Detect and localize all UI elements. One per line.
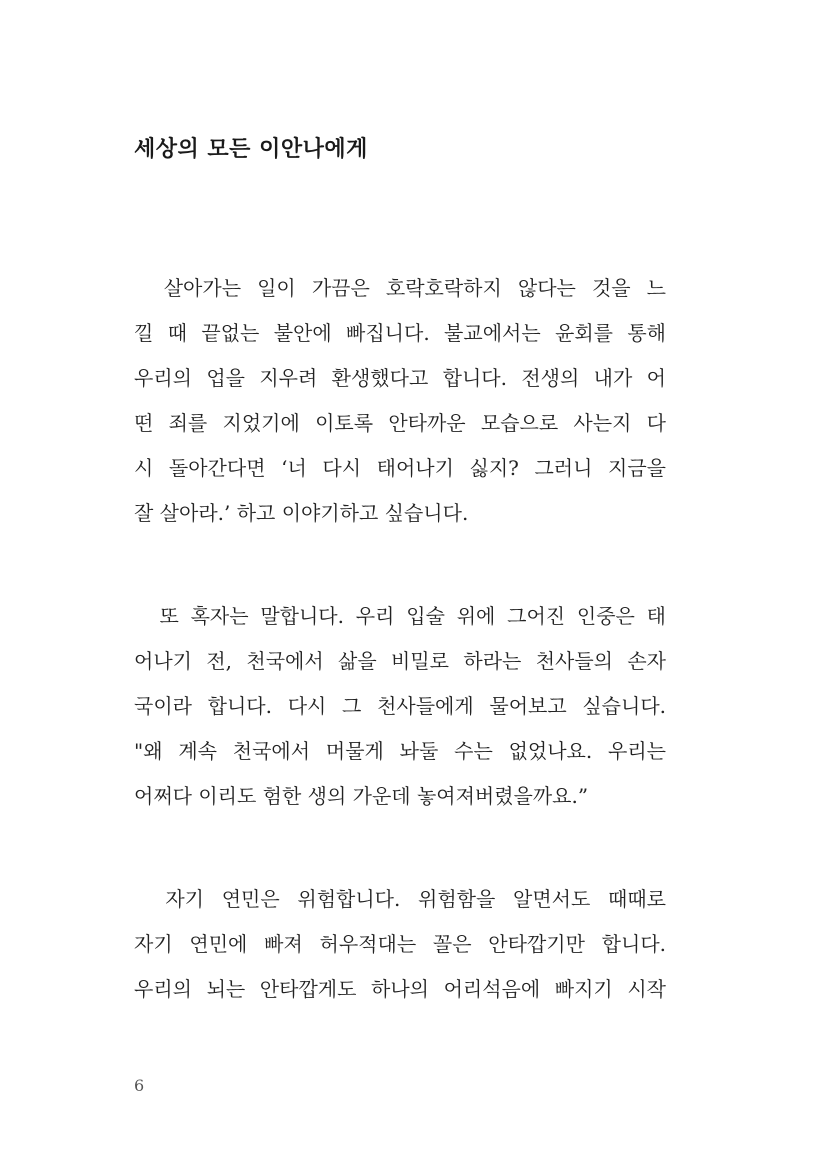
paragraph-1 (134, 266, 666, 536)
paragraph-gap (134, 819, 666, 877)
text-line: 국이라 합니다. 다시 그 천사들에게 물어보고 싶습니다. (134, 694, 666, 718)
paragraph-2 (134, 594, 666, 819)
text-line: 또 혹자는 말합니다. 우리 입술 위에 그어진 인중은 태 (134, 604, 666, 628)
paragraph-3 (134, 877, 666, 1012)
text-line: 살아가는 일이 가끔은 호락호락하지 않다는 것을 느 (134, 276, 666, 300)
text-line: 떤 죄를 지었기에 이토록 안타까운 모습으로 사는지 다 (134, 411, 666, 435)
text-line: 우리의 업을 지우려 환생했다고 합니다. 전생의 내가 어 (134, 366, 666, 390)
text-line: 시 돌아간다면 ‘너 다시 태어나기 싫지? 그러니 지금을 (134, 456, 666, 480)
paragraph-gap (134, 536, 666, 594)
page-number: 6 (134, 1076, 145, 1095)
chapter-title: 세상의 모든 이안나에게 (134, 137, 368, 162)
text-line: 어쩌다 이리도 험한 생의 가운데 놓여져버렸을까요.” (134, 784, 589, 808)
text-line: 낄 때 끝없는 불안에 빠집니다. 불교에서는 윤회를 통해 (134, 321, 666, 345)
text-line: 자기 연민은 위험합니다. 위험함을 알면서도 때때로 (134, 887, 666, 911)
text-line: 우리의 뇌는 안타깝게도 하나의 어리석음에 빠지기 시작 (134, 977, 666, 1001)
body-text (134, 266, 666, 1012)
text-line: "왜 계속 천국에서 머물게 놔둘 수는 없었나요. 우리는 (134, 739, 666, 763)
text-line: 잘 살아라.’ 하고 이야기하고 싶습니다. (134, 501, 469, 525)
text-line: 어나기 전, 천국에서 삶을 비밀로 하라는 천사들의 손자 (134, 649, 666, 673)
text-line: 자기 연민에 빠져 허우적대는 꼴은 안타깝기만 합니다. (134, 932, 666, 956)
